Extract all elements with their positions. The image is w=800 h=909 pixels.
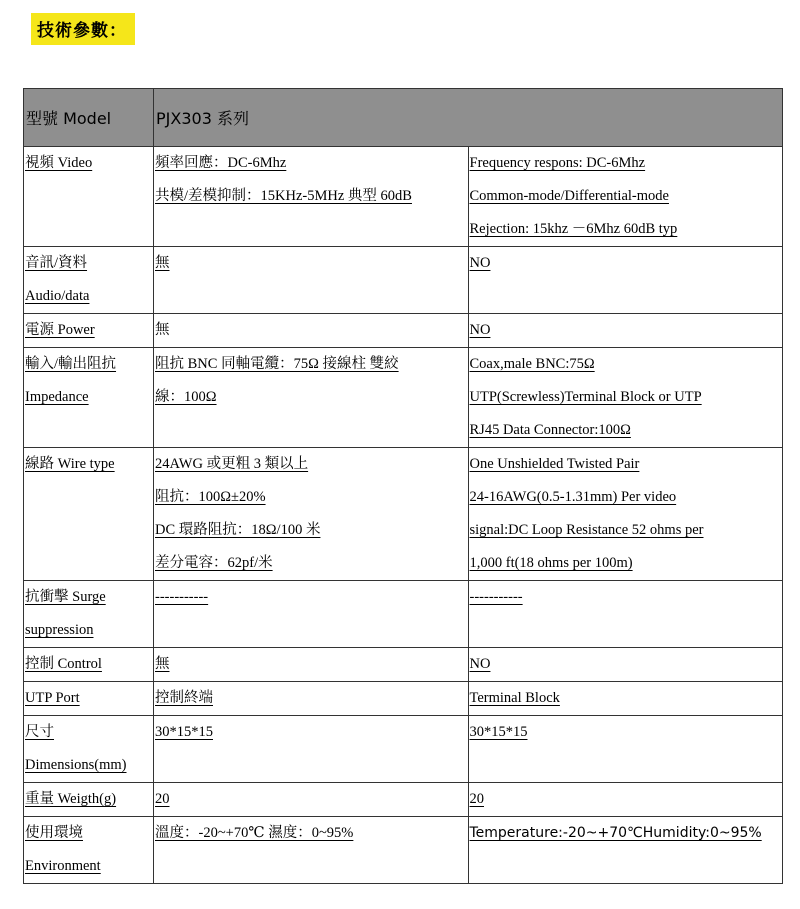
spec-value-en-cell bbox=[468, 147, 783, 247]
spec-label-cell bbox=[24, 581, 154, 648]
spec-label-cell bbox=[24, 817, 154, 884]
empty-line bbox=[24, 213, 153, 246]
spec-value-zh: ----------- bbox=[155, 589, 209, 605]
spec-label: Audio/data bbox=[25, 288, 90, 304]
spec-value-zh: DC 環路阻抗：18Ω/100 米 bbox=[155, 522, 321, 538]
spec-label: 線路 Wire type bbox=[25, 456, 115, 472]
empty-line bbox=[154, 850, 468, 883]
spec-label: 尺寸 bbox=[25, 724, 54, 740]
spec-value-zh-cell bbox=[154, 448, 469, 581]
spec-value-en: Coax,male BNC:75Ω bbox=[469, 356, 595, 372]
spec-label: 抗衝擊 Surge bbox=[25, 589, 106, 605]
spec-label: 輸入/輸出阻抗 bbox=[25, 356, 117, 372]
empty-line bbox=[154, 749, 468, 782]
spec-value-en-cell bbox=[468, 682, 783, 716]
empty-line bbox=[469, 850, 783, 883]
spec-label-cell bbox=[24, 783, 154, 817]
spec-value-zh: 無 bbox=[155, 656, 170, 672]
spec-value-en: Temperature:-20~+70℃Humidity:0~95% bbox=[469, 825, 762, 841]
header-value: PJX303 系列 bbox=[156, 109, 249, 128]
empty-line bbox=[24, 547, 153, 580]
spec-value-zh-cell bbox=[154, 682, 469, 716]
empty-line bbox=[24, 180, 153, 213]
spec-value-zh: 無 bbox=[155, 322, 170, 338]
empty-line bbox=[24, 481, 153, 514]
spec-value-en: signal:DC Loop Resistance 52 ohms per bbox=[469, 522, 704, 538]
spec-label: 電源 Power bbox=[25, 322, 95, 338]
spec-label: Environment bbox=[25, 858, 101, 874]
spec-value-zh: 24AWG 或更粗 3 類以上 bbox=[155, 456, 309, 472]
spec-value-en-cell bbox=[468, 448, 783, 581]
spec-value-zh-cell bbox=[154, 581, 469, 648]
empty-line bbox=[469, 749, 783, 782]
empty-line bbox=[154, 614, 468, 647]
spec-label-cell bbox=[24, 348, 154, 448]
spec-value-en: Frequency respons: DC-6Mhz bbox=[469, 155, 646, 171]
header-label: 型號 Model bbox=[26, 109, 112, 128]
spec-row bbox=[24, 783, 783, 817]
spec-value-en-cell bbox=[468, 648, 783, 682]
spec-value-zh-cell bbox=[154, 348, 469, 448]
spec-value-en: NO bbox=[469, 255, 491, 271]
spec-value-zh: 控制終端 bbox=[155, 690, 213, 706]
spec-value-en-cell bbox=[468, 783, 783, 817]
spec-value-en-cell bbox=[468, 348, 783, 448]
empty-line bbox=[154, 280, 468, 313]
spec-value-zh-cell bbox=[154, 247, 469, 314]
spec-value-zh-cell bbox=[154, 817, 469, 884]
empty-line bbox=[24, 414, 153, 447]
spec-value-en: Rejection: 15khz －6Mhz 60dB typ bbox=[469, 221, 678, 237]
spec-value-en: 20 bbox=[469, 791, 484, 807]
spec-value-zh: 差分電容：62pf/米 bbox=[155, 555, 273, 571]
spec-value-en: Terminal Block bbox=[469, 690, 560, 706]
spec-label: Dimensions(mm) bbox=[25, 757, 127, 773]
spec-label-cell bbox=[24, 648, 154, 682]
spec-row bbox=[24, 648, 783, 682]
spec-value-zh-cell bbox=[154, 648, 469, 682]
spec-row bbox=[24, 448, 783, 581]
spec-value-en: One Unshielded Twisted Pair bbox=[469, 456, 640, 472]
spec-value-en: ----------- bbox=[469, 589, 523, 605]
spec-row bbox=[24, 314, 783, 348]
spec-label: UTP Port bbox=[25, 690, 80, 706]
spec-table bbox=[23, 88, 783, 884]
spec-value-zh-cell bbox=[154, 147, 469, 247]
spec-row bbox=[24, 682, 783, 716]
spec-value-en-cell bbox=[468, 716, 783, 783]
table-header-row bbox=[24, 89, 783, 147]
spec-row bbox=[24, 147, 783, 247]
spec-label-cell bbox=[24, 716, 154, 783]
spec-label-cell bbox=[24, 682, 154, 716]
spec-row bbox=[24, 348, 783, 448]
header-label-cell bbox=[24, 89, 154, 147]
empty-line bbox=[469, 614, 783, 647]
spec-value-zh-cell bbox=[154, 716, 469, 783]
spec-value-en: 30*15*15 bbox=[469, 724, 528, 740]
spec-label: 重量 Weigth(g) bbox=[25, 791, 117, 807]
empty-line bbox=[24, 514, 153, 547]
spec-value-en-cell bbox=[468, 247, 783, 314]
spec-label-cell bbox=[24, 314, 154, 348]
spec-value-en-cell bbox=[468, 817, 783, 884]
empty-line bbox=[154, 414, 468, 447]
spec-row bbox=[24, 247, 783, 314]
spec-value-zh: 20 bbox=[155, 791, 170, 807]
spec-label-cell bbox=[24, 147, 154, 247]
empty-line bbox=[469, 280, 783, 313]
spec-label: 控制 Control bbox=[25, 656, 102, 672]
spec-value-zh: 無 bbox=[155, 255, 170, 271]
spec-value-en-cell bbox=[468, 314, 783, 348]
spec-value-zh: 頻率回應：DC-6Mhz bbox=[155, 155, 287, 171]
header-value-cell bbox=[154, 89, 783, 147]
spec-label-cell bbox=[24, 448, 154, 581]
spec-value-zh: 線：100Ω bbox=[155, 389, 217, 405]
spec-value-zh-cell bbox=[154, 314, 469, 348]
spec-value-zh: 30*15*15 bbox=[155, 724, 213, 740]
spec-value-en: UTP(Screwless)Terminal Block or UTP bbox=[469, 389, 702, 405]
spec-value-zh: 阻抗：100Ω±20% bbox=[155, 489, 266, 505]
spec-value-en-cell bbox=[468, 581, 783, 648]
spec-row bbox=[24, 581, 783, 648]
spec-label: 音訊/資料 bbox=[25, 255, 88, 271]
empty-line bbox=[154, 213, 468, 246]
section-heading: 技術參數： bbox=[31, 13, 135, 45]
spec-value-en: NO bbox=[469, 322, 491, 338]
spec-value-zh: 共模/差模抑制：15KHz-5MHz 典型 60dB bbox=[155, 188, 412, 204]
spec-value-en: NO bbox=[469, 656, 491, 672]
spec-label: 使用環境 bbox=[25, 825, 83, 841]
spec-row bbox=[24, 716, 783, 783]
spec-value-en: 24-16AWG(0.5-1.31mm) Per video bbox=[469, 489, 677, 505]
spec-label: suppression bbox=[25, 622, 94, 638]
spec-label: Impedance bbox=[25, 389, 89, 405]
spec-label: 視頻 Video bbox=[25, 155, 93, 171]
spec-value-zh-cell bbox=[154, 783, 469, 817]
spec-value-zh: 溫度：-20~+70℃ 濕度：0~95% bbox=[155, 825, 354, 841]
spec-value-en: Common-mode/Differential-mode bbox=[469, 188, 669, 204]
spec-value-zh: 阻抗 BNC 同軸電纜：75Ω 接線柱 雙絞 bbox=[155, 356, 399, 372]
spec-value-en: RJ45 Data Connector:100Ω bbox=[469, 422, 631, 438]
spec-row bbox=[24, 817, 783, 884]
spec-value-en: 1,000 ft(18 ohms per 100m) bbox=[469, 555, 633, 571]
spec-label-cell bbox=[24, 247, 154, 314]
